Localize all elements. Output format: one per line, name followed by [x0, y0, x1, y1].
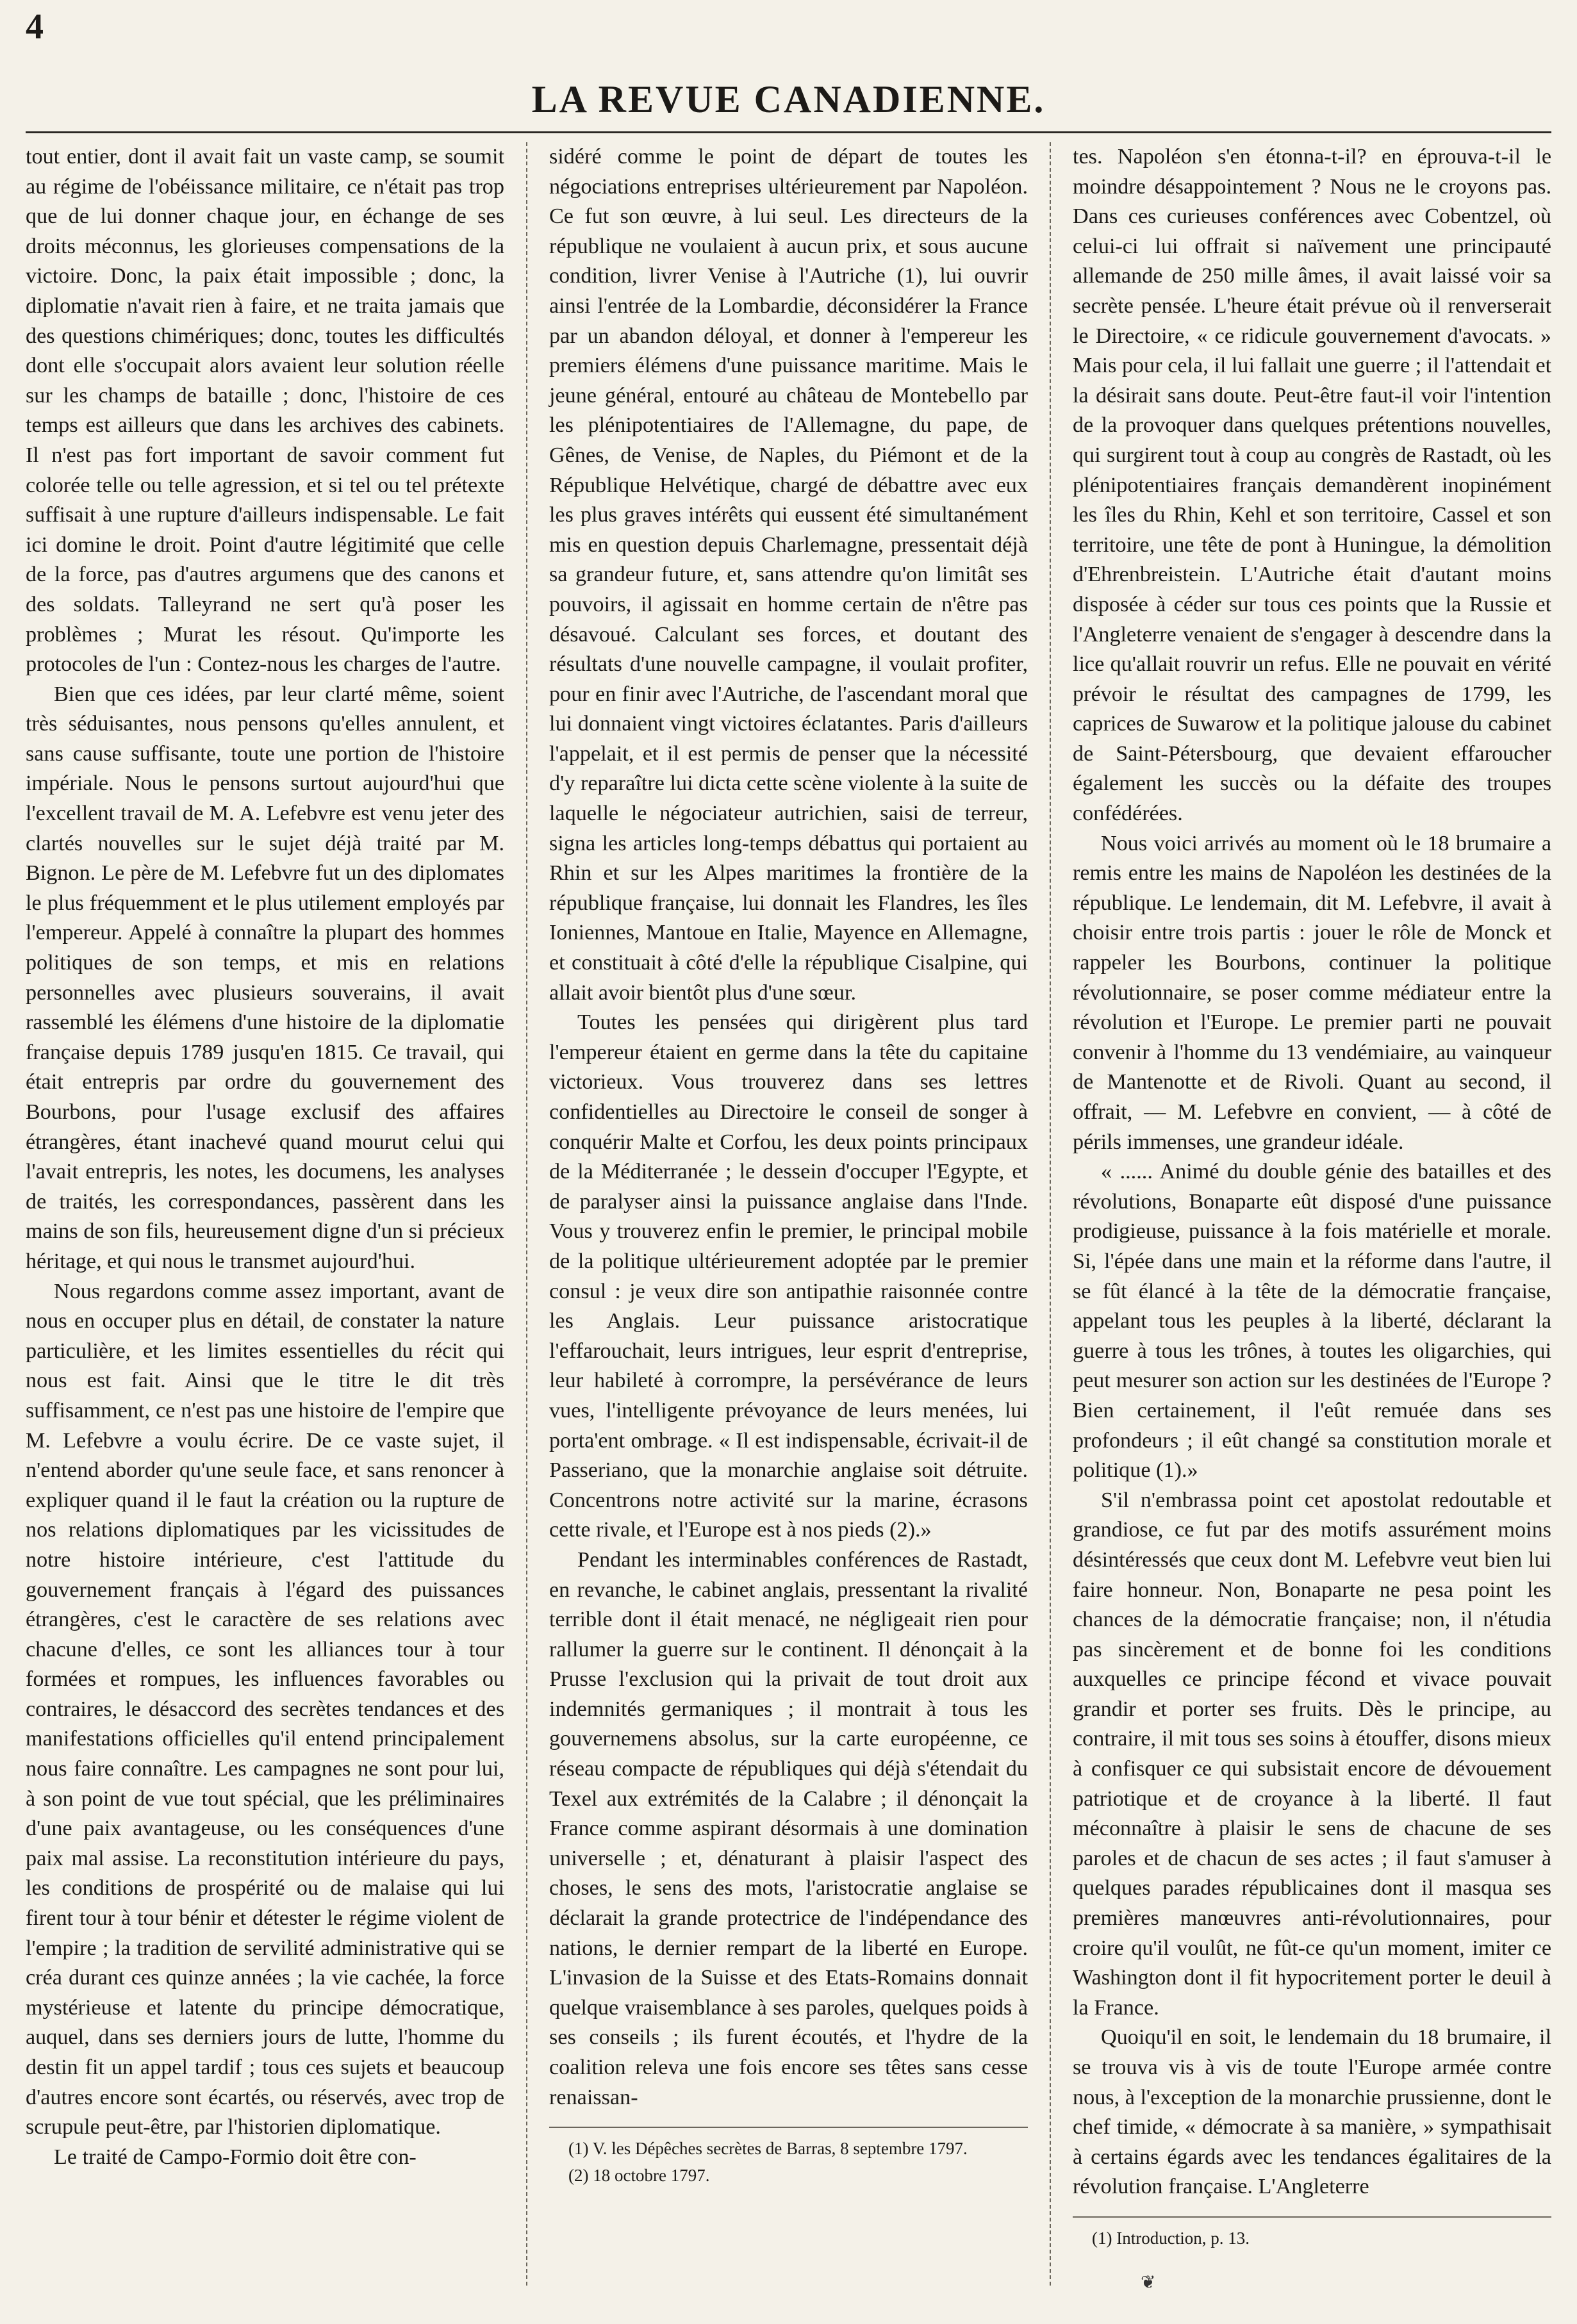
footnote: (2) 18 octobre 1797.: [568, 2166, 710, 2186]
paragraph: Toutes les pensées qui dirigèrent plus tard l'empereur étaient en germe dans la tête du capitaine victorieux. Vous trouverez dans ses lettres confidentielles au Directoire le conseil de songer à conquérir Malte et Corfou, les deux points principaux de la Méditerranée ; le dessein d'occuper l'Egypte, et de paralyser ainsi la puissance anglaise dans l'Inde. Vous y trouverez enfin le premier, le principal mobile de la politique ultérieurement adoptée par le premier consul : je veux dire son antipathie raisonnée contre les Anglais. Leur puissance aristocratique l'effarouchait, leurs intrigues, leur esprit d'entreprise, leur habileté à corrompre, la persévérance de leurs vues, l'intelligente prévoyance de leurs menées, lui porta'ent ombrage. « Il est indispensable, écrivait-il de Passeriano, que la monarchie anglaise soit détruite. Concentrons notre activité sur la marine, écrasons cette rivale, et l'Europe est à nos pieds (2).»: [549, 1010, 1028, 1542]
column-body: [26, 142, 504, 2172]
page-header: [26, 70, 1551, 128]
header-rule: [26, 131, 1551, 133]
paragraph: Quoiqu'il en soit, le lendemain du 18 brumaire, il se trouva vis à vis de toute l'Europe armée contre nous, à l'exception de la monarchie prussienne, dont le chef timide, « démocrate à sa manière, » sympathisait à certains égards avec les tendances égalitaires de la révolution française. L'Angleterre: [1073, 2025, 1551, 2199]
footnote: (1) V. les Dépêches secrètes de Barras, 8 septembre 1797.: [568, 2139, 968, 2159]
paragraph: Bien que ces idées, par leur clarté même, soient très séduisantes, nous pensons qu'elles annulent, et sans cause suffisante, toute une portion de l'histoire impériale. Nous le pensons surtout aujourd'hui que l'excellent travail de M. A. Lefebvre est venu jeter des clartés nouvelles sur le sujet déjà traité par M. Bignon. Le père de M. Lefebvre fut un des diplomates le plus fréquemment et le plus utilement employés par l'empereur. Appelé à connaître la plupart des hommes politiques de son temps, et mis en relations personnelles avec plusieurs souverains, il avait rassemblé les élémens d'une histoire de la diplomatie française depuis 1789 jusqu'en 1815. Ce travail, qui était entrepris par ordre du gouvernement des Bourbons, pour l'usage exclusif des affaires étrangères, étant inachevé quand mourut celui qui l'avait entrepris, les notes, les documens, les analyses de traités, les correspondances, passèrent dans les mains de son fils, heureusement digne d'un si précieux héritage, et qui nous le transmet aujourd'hui.: [26, 682, 504, 1273]
column-3: [1050, 142, 1551, 2286]
paragraph: S'il n'embrassa point cet apostolat redoutable et grandiose, ce fut par des motifs assurément moins désintéressés que ceux dont M. Lefebvre veut bien lui faire honneur. Non, Bonaparte ne pesa point les chances de la démocratie française; non, il n'étudia pas sincèrement et de bonne foi les conditions auxquelles ce principe fécond et vivace pouvait grandir et porter ses fruits. Dès le principe, au contraire, il mit tous ses soins à étouffer, disons mieux à confisquer ce qui subsistait encore de dévouement patriotique et de croyance à la liberté. Il faut méconnaître à plaisir le sens de chacune de ses paroles et de chacun de ses actes ; il faut s'amuser à quelques parades républicaines dont il masqua ses premières manœuvres anti-révolutionnaires, pour croire qu'il voulût, ne fût-ce qu'un moment, imiter ce Washington dont il fit hypocritement porter le deuil à la France.: [1073, 1488, 1551, 2020]
paragraph: Pendant les interminables conférences de Rastadt, en revanche, le cabinet anglais, pressentant la rivalité terrible dont il était menacé, ne négligeait rien pour rallumer la guerre sur le continent. Il dénonçait à la Prusse l'exclusion qui la privait de tout droit aux indemnités germaniques ; il montrait à tous les gouvernemens absolus, sur la carte européenne, ce réseau compacte de républiques qui déjà s'étendait du Texel aux extrémités de la Calabre ; il dénonçait la France comme aspirant désormais à une domination universelle ; et, dénaturant à plaisir l'aspect des choses, le sens des mots, l'aristocratie anglaise se déclarait la grande protectrice de l'indépendance des nations, le dernier rempart de la liberté en Europe. L'invasion de la Suisse et des Etats-Romains donnait quelque vraisemblance à ses paroles, quelques poids à ses conseils ; ils furent écoutés, et l'hydre de la coalition releva une fois encore ses têtes sans cesse renaissan-: [549, 1547, 1028, 2109]
footnote: (1) Introduction, p. 13.: [1092, 2228, 1250, 2248]
column-1: [26, 142, 526, 2286]
column-body: [549, 142, 1028, 2113]
paragraph: tout entier, dont il avait fait un vaste camp, se soumit au régime de l'obéissance militaire, ce n'était pas trop que de lui donner chaque jour, en échange de ses droits méconnus, les glorieuses compensations de la victoire. Donc, la paix était impossible ; donc, la diplomatie n'avait rien à faire, et ne traita jamais que des questions chimériques; donc, toutes les difficultés dont elle s'occupait alors avaient leur solution réelle sur les champs de bataille ; donc, l'histoire de ces temps est ailleurs que dans les archives des cabinets. Il n'est pas fort important de savoir comment fut colorée telle ou telle agression, et si tel ou tel prétexte suffisait à une rupture d'ailleurs indispensable. Le fait ici domine le droit. Point d'autre légitimité que celle de la force, pas d'autres argumens que des canons et des soldats. Talleyrand ne sert qu'à poser les problèmes ; Murat les résout. Qu'importe les protocoles de l'un : Contez-nous les charges de l'autre.: [26, 145, 504, 677]
footnotes: [549, 2127, 1028, 2191]
running-title: LA REVUE CANADIENNE.: [531, 78, 1046, 120]
column-2: [526, 142, 1050, 2286]
ornament-icon: ❦: [1141, 2271, 1156, 2293]
column-body: [1073, 142, 1551, 2202]
paragraph: tes. Napoléon s'en étonna-t-il? en éprouva-t-il le moindre désappointement ? Nous ne le croyons pas. Dans ces curieuses conférences avec Cobentzel, où celui-ci lui offrait si naïvement une principauté allemande de 250 mille âmes, il avait laissé voir sa secrète pensée. L'heure était prévue où il renverserait le Directoire, « ce ridicule gouvernement d'avocats. » Mais pour cela, il lui fallait une guerre ; il l'attendait et la désirait sans doute. Peut-être faut-il voir l'intention de la provoquer dans quelques prétentions nouvelles, qui surgirent tout à coup au congrès de Rastadt, où les plénipotentiaires français demandèrent inopinément les îles du Rhin, Kehl et son territoire, Cassel et son territoire, une tête de pont à Huningue, la démolition d'Ehrenbreistein. L'Autriche était d'autant moins disposée à céder sur tous ces points que la Russie et l'Angleterre venaient de s'engager à descendre dans la lice qu'allait rouvrir un refus. Elle ne pouvait en vérité prévoir le résultat des campagnes de 1799, les caprices de Suwarow et la politique jalouse du cabinet de Saint-Pétersbourg, que devaient effaroucher également les succès ou la défaite des troupes confédérées.: [1073, 145, 1551, 826]
footnotes: [1073, 2216, 1551, 2254]
page-number: 4: [26, 7, 44, 47]
paragraph: Nous regardons comme assez important, avant de nous en occuper plus en détail, de constater la nature particulière, et les limites essentielles du récit qui nous est fait. Ainsi que le titre le dit très suffisamment, ce n'est pas une histoire de l'empire que M. Lefebvre a voulu écrire. De ce vaste sujet, il n'entend aborder qu'une seule face, et sans renoncer à expliquer quand il le faut la création ou la rupture de nos relations diplomatiques par les vicissitudes de notre histoire intérieure, c'est l'attitude du gouvernement français à l'égard des puissances étrangères, c'est le caractère de ses relations avec chacune d'elles, ce sont les alliances tour à tour formées et rompues, les influences favorables ou contraires, le désaccord des secrètes tendances et des manifestations officielles qu'il entend principalement nous faire connaître. Les campagnes ne sont pour lui, à son point de vue tout spécial, que les préliminaires d'une paix avantageuse, ou les conséquences d'une paix mal assise. La reconstitution intérieure du pays, les conditions de prospérité ou de malaise qui lui firent tour à tour bénir et détester le régime violent de l'empire ; la tradition de servilité administrative qui se créa durant ces quinze années ; la vie cachée, la force mystérieuse et latente du principe démocratique, auquel, dans ses derniers jours de lutte, l'homme du destin fit un appel tardif ; tous ces sujets et beaucoup d'autres encore sont écartés, ou réservés, avec trop de scrupule peut-être, par l'historien diplomatique.: [26, 1279, 504, 2139]
paragraph: sidéré comme le point de départ de toutes les négociations entreprises ultérieurement par Napoléon. Ce fut son œuvre, à lui seul. Les directeurs de la république ne voulaient à aucun prix, et sous aucune condition, livrer Venise à l'Autriche (1), lui ouvrir ainsi l'entrée de la Lombardie, déconsidérer la France par un abandon déloyal, et donner à l'empereur les premiers élémens d'une puissance maritime. Mais le jeune général, entouré au château de Montebello par les plénipotentiaires de l'Allemagne, du pape, de Gênes, de Venise, de Naples, du Piémont et de la République Helvétique, chargé de débattre avec eux les plus graves intérêts qui eussent été simultanément mis en question depuis Charlemagne, pressentait déjà sa grandeur future, et, sans attendre qu'on limitât ses pouvoirs, il agissait en homme certain de n'être pas désavoué. Calculant ses forces, et doutant des résultats d'une nouvelle campagne, il voulait profiter, pour en finir avec l'Autriche, de l'ascendant moral que lui donnaient vingt victoires éclatantes. Paris d'ailleurs l'appelait, et il est permis de penser que la nécessité d'y reparaître lui dicta cette scène violente à la suite de laquelle le négociateur autrichien, saisi de terreur, signa les articles long-temps débattus qui portaient au Rhin et sur les Alpes maritimes la frontière de la république française, lui donnait les Flandres, les îles Ioniennes, Mantoue en Italie, Mayence en Allemagne, et constituait à côté d'elle la république Cisalpine, qui allait avoir bientôt plus d'une sœur.: [549, 145, 1028, 1005]
paragraph: Le traité de Campo-Formio doit être con-: [54, 2145, 417, 2169]
paragraph: Nous voici arrivés au moment où le 18 brumaire a remis entre les mains de Napoléon les destinées de la république. Le lendemain, dit M. Lefebvre, il avait à choisir entre trois partis : jouer le rôle de Monck et rappeler les Bourbons, continuer la politique révolutionnaire, se poser comme médiateur entre la révolution et l'Europe. Le premier parti ne pouvait convenir à l'homme du 13 vendémiaire, au vainqueur de Mantenotte et de Rivoli. Quant au second, il offrait, — M. Lefebvre en convient, — à côté de périls immenses, une grandeur idéale.: [1073, 831, 1551, 1154]
text-columns: [26, 142, 1551, 2286]
paragraph: « ...... Animé du double génie des batailles et des révolutions, Bonaparte eût disposé d'une puissance prodigieuse, puissance à la fois matérielle et morale. Si, l'épée dans une main et la réforme dans l'autre, il se fût élancé à la tête de la démocratie française, appelant tous les peuples à la liberté, déclarant la guerre à tous les trônes, à toutes les oligarchies, qui peut mesurer son action sur les destinées de l'Europe ? Bien certainement, il l'eût remuée dans ses profondeurs ; il eût changé sa constitution morale et politique (1).»: [1073, 1160, 1551, 1483]
